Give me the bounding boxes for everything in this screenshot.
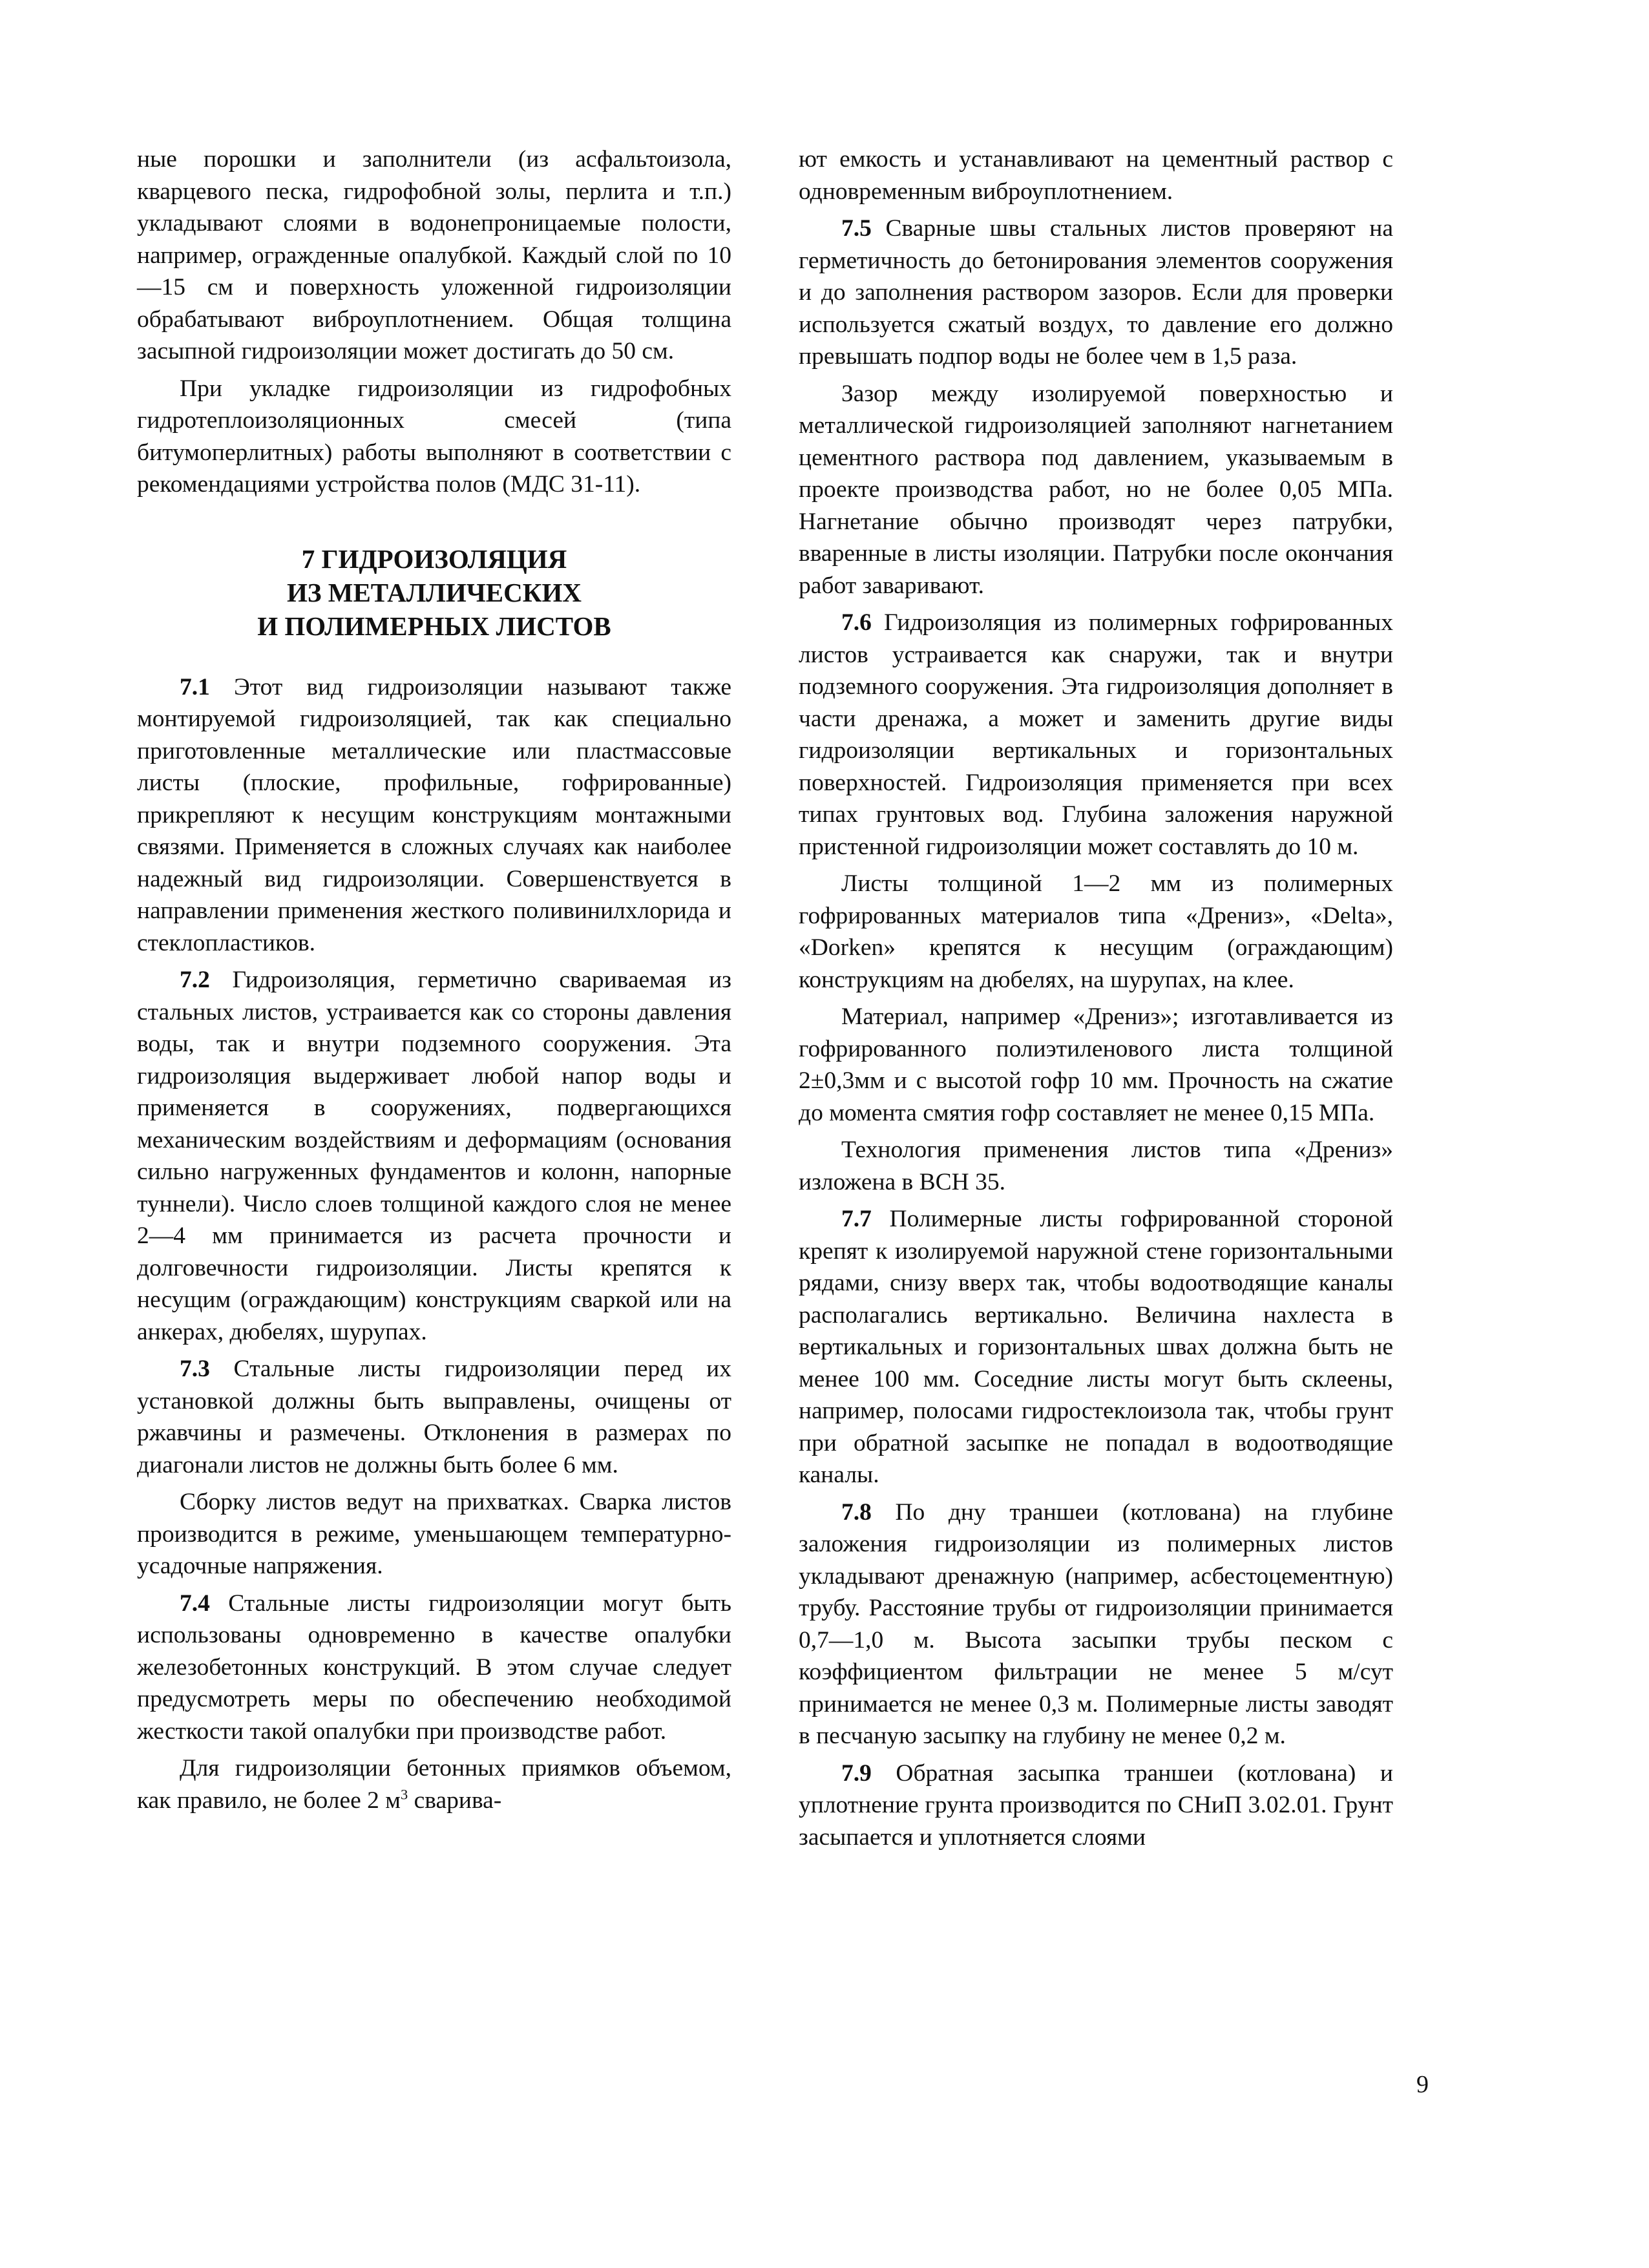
paragraph-7-3b: Сборку листов ведут на прихватках. Сварка листов производится в режиме, уменьшающем температурно-усадочные напряжения.: [137, 1489, 731, 1579]
clause-text-7-1: Этот вид гидроизоляции называют также монтируемой гидроизоляцией, так как специально приготовленные металлические или пластмассовые листы (плоские, профильные, гофрированные) прикрепляют к несущим конструкциям монтажными связями. Применяется в сложных случаях как наиболее надежный вид гидроизоляции. Совершенствуется в направлении применения жесткого поливинилхлорида и стеклопластиков.: [137, 673, 731, 956]
left-column: [137, 143, 731, 1822]
clause-number-7-4: 7.4: [180, 1590, 210, 1617]
paragraph-intro-2: При укладке гидроизоляции из гидрофобных гидротеплоизоляционных смесей (типа битумоперлитных) работы выполняют в соответствии с рекомендациями устройства полов (МДС 31-11).: [137, 375, 731, 498]
paragraph-7-6d: Технология применения листов типа «Дрениз» изложена в ВСН 35.: [799, 1137, 1393, 1195]
paragraph-continued: ют емкость и устанавливают на цементный раствор с одновременным виброуплотнением.: [799, 146, 1393, 205]
paragraph-7-2: [137, 964, 731, 1348]
right-column: [799, 143, 1393, 1858]
section-title-7: [137, 542, 731, 643]
paragraph-7-3: [137, 1353, 731, 1481]
clause-text-7-4b-post: сварива-: [408, 1787, 502, 1814]
clause-number-7-5: 7.5: [841, 215, 872, 242]
paragraph-7-6b: Листы толщиной 1—2 мм из полимерных гофрированных материалов типа «Дрениз», «Delta», «Dorken» крепятся к несущим (ограждающим) конструкциям на дюбелях, на шурупах, на клее.: [799, 870, 1393, 993]
paragraph-7-8: [799, 1496, 1393, 1752]
paragraph-7-4: [137, 1588, 731, 1748]
paragraph-intro-1: ные порошки и заполнители (из асфальтоизола, кварцевого песка, гидрофобной золы, перлита и т.п.) укладывают слоями в водонепроницаемые полости, например, огражденные опалубкой. Каждый слой по 10—15 см и поверхность уложенной гидроизоляции обрабатывают виброуплотнением. Общая толщина засыпной гидроизоляции может достигать до 50 см.: [137, 146, 731, 364]
clause-number-7-7: 7.7: [841, 1206, 872, 1232]
clause-text-7-9: Обратная засыпка траншеи (котлована) и уплотнение грунта производится по СНиП 3.02.01. Грунт засыпается и уплотняется слоями: [799, 1759, 1393, 1851]
clause-text-7-5: Сварные швы стальных листов проверяют на герметичность до бетонирования элементов сооружения и до заполнения раствором зазоров. Если для проверки используется сжатый воздух, то давление его должно превышать подпор воды не более чем в 1,5 раза.: [799, 215, 1393, 370]
clause-text-7-6: Гидроизоляция из полимерных гофрированных листов устраивается как снаружи, так и внутри подземного сооружения. Эта гидроизоляция дополняет в части дренажа, а может и заменить другие виды гидроизоляции вертикальных и горизонтальных поверхностей. Гидроизоляция применяется при всех типах грунтовых вод. Глубина заложения наружной пристенной гидроизоляции может составлять до 10 м.: [799, 609, 1393, 860]
page-number: 9: [1416, 2071, 1429, 2098]
clause-text-7-4: Стальные листы гидроизоляции могут быть использованы одновременно в качестве опалубки железобетонных конструкций. В этом случае следует предусмотреть меры по обеспечению необходимой жесткости такой опалубки при производстве работ.: [137, 1590, 731, 1745]
section-title-line-2: ИЗ МЕТАЛЛИЧЕСКИХ: [286, 577, 582, 607]
clause-number-7-3: 7.3: [180, 1356, 210, 1382]
clause-number-7-2: 7.2: [180, 967, 210, 993]
clause-text-7-4b-pre: Для гидроизоляции бетонных приямков объемом, как правило, не более 2 м: [137, 1755, 731, 1814]
clause-text-7-7: Полимерные листы гофрированной стороной крепят к изолируемой наружной стене горизонтальными рядами, снизу вверх так, чтобы водоотводящие каналы располагались вертикально. Величина нахлеста в вертикальных и горизонтальных швах должна быть не менее 100 мм. Соседние листы могут быть склеены, например, полосами гидростеклоизола так, чтобы грунт при обратной засыпке не попадал в водоотводящие каналы.: [799, 1206, 1393, 1488]
paragraph-7-5b: Зазор между изолируемой поверхностью и металлической гидроизоляцией заполняют нагнетанием цементного раствора под давлением, указываемым в проекте производства работ, но не более 0,05 МПа. Нагнетание обычно производят через патрубки, вваренные в листы изоляции. Патрубки после окончания работ заваривают.: [799, 380, 1393, 599]
clause-number-7-8: 7.8: [841, 1498, 872, 1526]
paragraph-7-9: [799, 1758, 1393, 1854]
section-title-line-1: 7 ГИДРОИЗОЛЯЦИЯ: [301, 543, 567, 574]
superscript-cube: 3: [401, 1786, 408, 1802]
section-title-line-3: И ПОЛИМЕРНЫХ ЛИСТОВ: [257, 611, 611, 641]
clause-text-7-8: По дну траншеи (котлована) на глубине заложения гидроизоляции из полимерных листов укладывают дренажную (например, асбестоцементную) трубу. Расстояние трубы от гидроизоляции принимается 0,7—1,0 м. Высота засыпки трубы песком с коэффициентом фильтрации не менее 5 м/сут принимается не менее 0,3 м. Полимерные листы заводят в песчаную засыпку на глубину не менее 0,2 м.: [799, 1498, 1393, 1749]
paragraph-7-6: [799, 607, 1393, 863]
clause-text-7-2: Гидроизоляция, герметично свариваемая из стальных листов, устраивается как со стороны давления воды, так и внутри подземного сооружения. Эта гидроизоляция выдерживает любой напор воды и применяется в сооружениях, подвергающихся механическим воздействиям и деформациям (основания сильно нагруженных фундаментов и колонн, напорные туннели). Число слоев толщиной каждого слоя не менее 2—4 мм принимается из расчета прочности и долговечности гидроизоляции. Листы крепятся к несущим (ограждающим) конструкциям сваркой или на анкерах, дюбелях, шурупах.: [137, 967, 731, 1345]
paragraph-7-6c: Материал, например «Дрениз»; изготавливается из гофрированного полиэтиленового листа толщиной 2±0,3мм и с высотой гофр 10 мм. Прочность на сжатие до момента смятия гофр составляет не менее 0,15 МПа.: [799, 1003, 1393, 1126]
clause-number-7-1: 7.1: [180, 673, 210, 700]
paragraph-7-4b: [137, 1752, 731, 1816]
paragraph-7-7: [799, 1203, 1393, 1491]
clause-number-7-6: 7.6: [841, 609, 872, 636]
paragraph-7-5: [799, 213, 1393, 373]
clause-number-7-9: 7.9: [841, 1759, 872, 1787]
paragraph-7-1: [137, 671, 731, 960]
clause-text-7-3: Стальные листы гидроизоляции перед их установкой должны быть выправлены, очищены от ржавчины и размечены. Отклонения в размерах по диагонали листов не должны быть более 6 мм.: [137, 1356, 731, 1478]
